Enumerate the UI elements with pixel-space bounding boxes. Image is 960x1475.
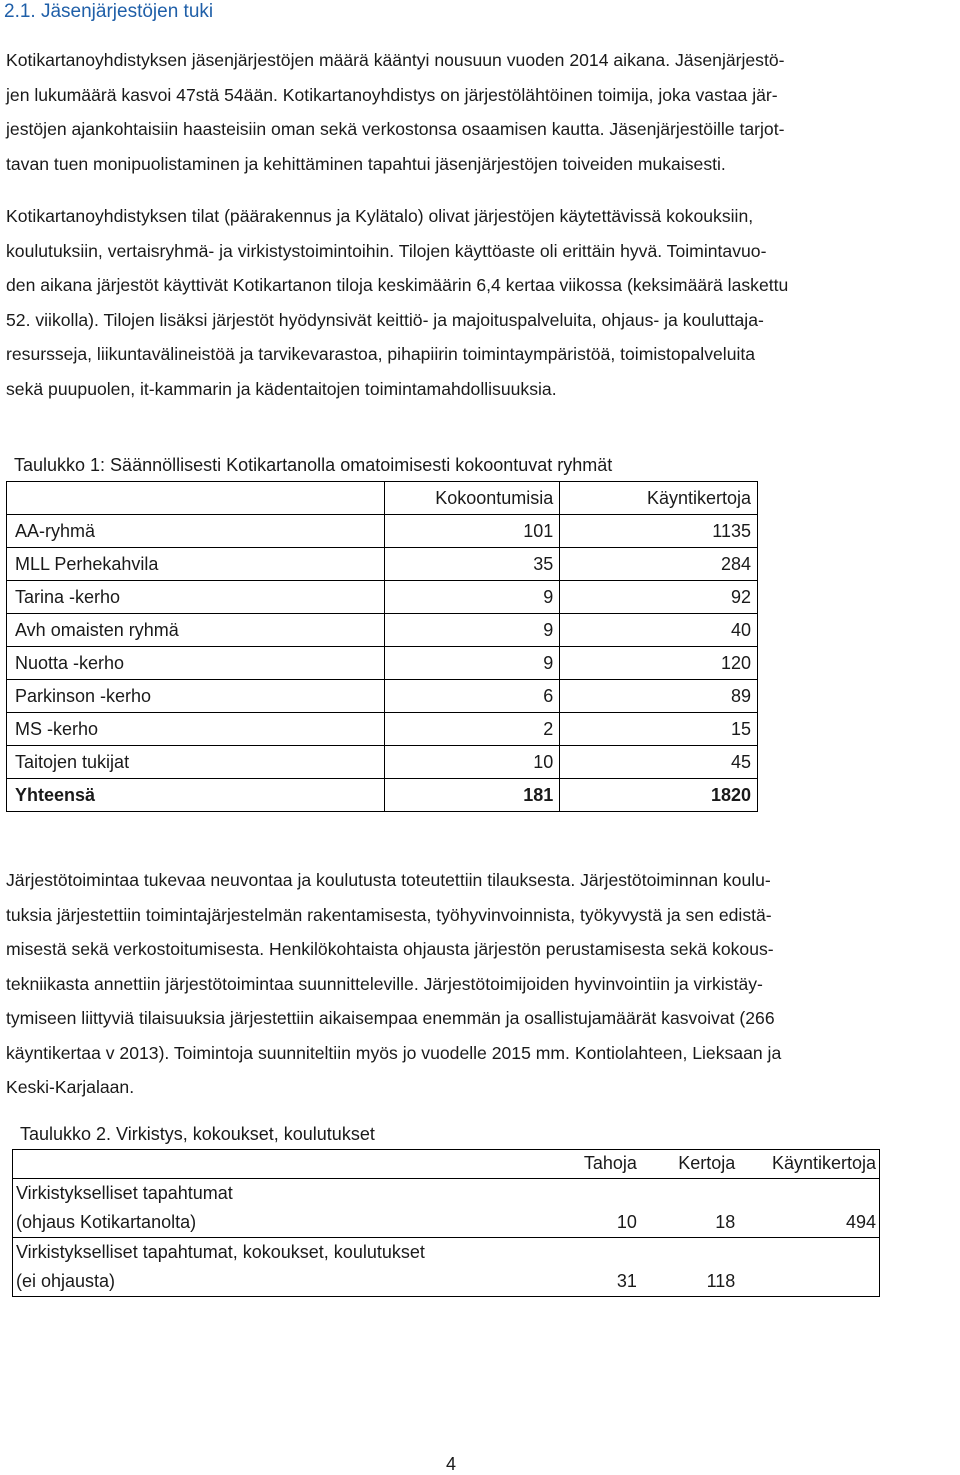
table2-caption: Taulukko 2. Virkistys, kokoukset, koulutukset [20,1124,375,1144]
meetings-count: 2 [385,713,560,746]
row-label-line1: Virkistykselliset tapahtumat, kokoukset, koulutukset [12,1238,535,1268]
visits-count: 40 [560,614,758,647]
visits-count: 1135 [560,515,758,548]
tahoja-value: 31 [616,1271,637,1291]
meetings-count: 9 [385,647,560,680]
tahoja-value: 10 [616,1212,637,1232]
kayntikertoja-value [739,1267,880,1296]
row-label-line2: (ei ohjausta) [16,1271,116,1291]
table1-caption: Taulukko 1: Säännöllisesti Kotikartanolla omatoimisesti kokoontuvat ryhmät [14,455,613,475]
kertoja-value: 18 [715,1212,736,1232]
row-label-line2: (ohjaus Kotikartanolta) [16,1212,197,1232]
table-total-row [7,779,758,812]
total-label: Yhteensä [7,779,385,812]
header-cell [12,1149,535,1179]
meetings-count: 10 [385,746,560,779]
meetings-count: 9 [385,614,560,647]
page-number: 4 [446,1454,457,1474]
section-heading: 2.1. Jäsenjärjestöjen tuki [4,1,214,22]
table-row [7,713,758,746]
table-row [12,1179,880,1209]
meetings-count: 9 [385,581,560,614]
group-name: Parkinson -kerho [7,680,385,713]
visits-count: 92 [560,581,758,614]
text-line: den aikana järjestöt käyttivät Kotikartanon tiloja keskimäärin 6,4 kertaa viikossa (keksimäärä laskettu [6,275,789,295]
group-name: Tarina -kerho [7,581,385,614]
text-line: Kotikartanoyhdistyksen jäsenjärjestöjen määrä kääntyi nousuun vuoden 2014 aikana. Jäsenjärjestö- [6,50,785,70]
table-header-row [7,482,758,515]
text-line: sekä puupuolen, it-kammarin ja kädentaitojen toimintamahdollisuuksia. [6,378,557,399]
total-visits: 1820 [560,779,758,812]
visits-count: 89 [560,680,758,713]
group-name: Taitojen tukijat [7,746,385,779]
header-cell: Kertoja [678,1153,736,1173]
text-line: jen lukumäärä kasvoi 47stä 54ään. Kotikartanoyhdistys on järjestölähtöinen toimija, joka vastaa jär- [6,84,778,105]
table-row [12,1238,880,1268]
group-name: MLL Perhekahvila [7,548,385,581]
text-line: Kotikartanoyhdistyksen tilat (päärakennus ja Kylätalo) olivat järjestöjen käytettävissä kokouksiin, [6,206,754,226]
group-name: Nuotta -kerho [7,647,385,680]
visits-count: 284 [560,548,758,581]
text-line: jestöjen ajankohtaisiin haasteisiin oman sekä verkostonsa osaamisen kautta. Jäsenjärjestöille tarjot- [6,119,785,139]
paragraph-member-organizations [6,43,954,181]
table-row [7,647,758,680]
table-row [7,614,758,647]
table-row [7,680,758,713]
row-label-line1: Virkistykselliset tapahtumat [12,1179,535,1209]
table-header-row [12,1149,880,1179]
text-line: Keski-Karjalaan. [6,1077,135,1097]
header-cell: Tahoja [583,1153,637,1173]
recreation-table [12,1149,880,1296]
groups-table [6,481,758,812]
text-line: misestä sekä verkostoitumisesta. Henkilökohtaista ohjausta järjestön perustamisesta sekä kokous- [6,939,774,959]
visits-count: 120 [560,647,758,680]
group-name: AA-ryhmä [7,515,385,548]
meetings-count: 101 [385,515,560,548]
group-name: MS -kerho [7,713,385,746]
text-line: käyntikertaa v 2013). Toimintoja suunniteltiin myös jo vuodelle 2015 mm. Kontiolahteen, Lieksaan ja [6,1042,782,1063]
text-line: 52. viikolla). Tilojen lisäksi järjestöt hyödynsivät keittiö- ja majoituspalveluita, ohjaus- ja kouluttaja- [6,309,764,330]
kertoja-value: 118 [706,1271,736,1291]
text-line: koulutuksiin, vertaisryhmä- ja virkistystoimintoihin. Tilojen käyttöaste oli erittäin hyvä. Toimintavuo- [6,240,767,261]
table-row [12,1267,880,1296]
table-row [7,548,758,581]
table-row [7,515,758,548]
text-line: tekniikasta annettiin järjestötoimintaa suunnitteleville. Järjestötoimijoiden hyvinvointiin ja virkistäy- [6,973,763,994]
text-line: tavan tuen monipuolistaminen ja kehittäminen tapahtui jäsenjärjestöjen toiveiden mukaisesti. [6,153,726,174]
header-cell: Kokoontumisia [385,482,560,515]
meetings-count: 6 [385,680,560,713]
header-cell: Käyntikertoja [560,482,758,515]
table-row [7,746,758,779]
group-name: Avh omaisten ryhmä [7,614,385,647]
table-row [12,1208,880,1238]
text-line: resursseja, liikuntavälineistöä ja tarvikevarastoa, pihapiirin toimintaympäristöä, toimistopalveluita [6,344,756,364]
text-line: Järjestötoimintaa tukevaa neuvontaa ja koulutusta toteutettiin tilauksesta. Järjestötoiminnan koulu- [6,870,771,890]
table-row [7,581,758,614]
header-cell [7,482,385,515]
paragraph-training [6,863,954,1105]
paragraph-facilities [6,199,954,406]
visits-count: 15 [560,713,758,746]
total-meetings: 181 [385,779,560,812]
text-line: tuksia järjestettiin toimintajärjestelmän rakentamisesta, työhyvinvoinnista, työkyvystä ja sen edistä- [6,904,772,925]
meetings-count: 35 [385,548,560,581]
kayntikertoja-value: 494 [845,1212,876,1232]
header-cell: Käyntikertoja [771,1153,876,1173]
text-line: tymiseen liittyviä tilaisuuksia järjestettiin aikaisempaa enemmän ja osallistujamäärät kasvoivat (266 [6,1008,775,1028]
visits-count: 45 [560,746,758,779]
